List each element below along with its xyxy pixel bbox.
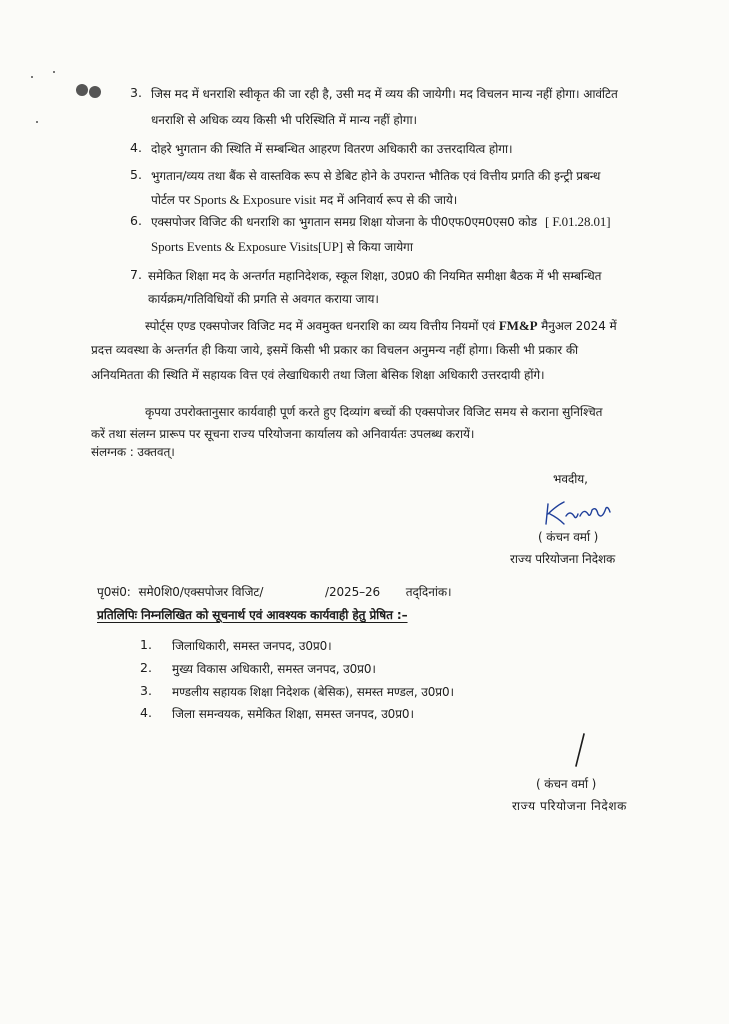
paragraph-line: अनियमितता की स्थिति में सहायक वित्त एवं लेखाधिकारी तथा जिला बेसिक शिक्षा अधिकारी उत्तरदायी होंगे। [91, 368, 545, 382]
copy-list-number: 3. [140, 683, 152, 698]
item-text-line [151, 191, 457, 208]
copy-list-item: मण्डलीय सहायक शिक्षा निदेशक (बेसिक), समस्त मण्डल, उ0प्र0। [172, 685, 454, 699]
item-text-segment: पोर्टल पर [151, 193, 194, 207]
ref-number: समे0शि0/एक्सपोजर विजिट/ [138, 585, 264, 599]
paragraph-line: करें तथा संलग्न प्रारूप पर सूचना राज्य परियोजना कार्यालय को अनिवार्यतः उपलब्ध करायें। [91, 427, 475, 441]
item-text-line [151, 238, 413, 255]
copy-list-item: मुख्य विकास अधिकारी, समस्त जनपद, उ0प्र0। [172, 662, 376, 676]
paragraph-segment: स्पोर्ट्स एण्ड एक्सपोजर विजिट मद में अवमुक्त धनराशि का व्यय वित्तीय नियमों एवं [145, 319, 499, 333]
ref-prefix: पृ0सं0: [97, 585, 131, 599]
ref-date: तद्‌दिनांक। [405, 585, 452, 599]
signatory-designation: राज्य परियोजना निदेशक [512, 799, 627, 813]
scan-speck [36, 121, 38, 123]
item-text-line: भुगतान/व्यय तथा बैंक से वास्तविक रूप से डेबिट होने के उपरान्त भौतिक एवं वित्तीय प्रगति की इन्ट्री प्रबन्ध [151, 169, 601, 183]
copy-list-item: जिलाधिकारी, समस्त जनपद, उ0प्र0। [172, 639, 332, 653]
item-text-latin: Sports Events & Exposure Visits[UP] [151, 239, 343, 254]
item-text-line: समेकित शिक्षा मद के अन्तर्गत महानिदेशक, स्कूल शिक्षा, उ0प्र0 की नियमित समीक्षा बैठक में भी सम्बन्धित [148, 269, 602, 283]
item-number: 7. [130, 267, 142, 282]
closing-salutation: भवदीय, [553, 472, 588, 486]
pfms-code: [ F.01.28.01] [544, 214, 611, 229]
paragraph-latin: FM&P [498, 318, 538, 333]
scan-speck [31, 76, 33, 78]
item-number: 6. [130, 213, 142, 228]
item-text-line: जिस मद में धनराशि स्वीकृत की जा रही है, उसी मद में व्यय की जायेगी। मद विचलन मान्य नहीं होगा। आवंटित [151, 87, 618, 101]
signatory-name: ( कंचन वर्मा ) [538, 530, 599, 544]
scan-speck [53, 71, 55, 73]
signatory-name: ( कंचन वर्मा ) [536, 777, 597, 791]
item-text-segment: मद में अनिवार्य रूप से की जाये। [316, 193, 458, 207]
enclosure-line: संलग्नक : उक्तवत्। [91, 445, 175, 459]
copy-list-number: 1. [140, 637, 152, 652]
item-text-line: कार्यक्रम/गतिविधियों की प्रगति से अवगत कराया जाय। [148, 292, 379, 306]
item-text-segment: से किया जायेगा [342, 240, 413, 254]
item-text-line: दोहरे भुगतान की स्थिति में सम्बन्धित आहरण वितरण अधिकारी का उत्तरदायित्व होगा। [151, 142, 513, 156]
reference-line [97, 583, 451, 600]
copy-list-number: 4. [140, 705, 152, 720]
paragraph-segment: मैनुअल 2024 में [537, 319, 617, 333]
paragraph-line: कृपया उपरोक्तानुसार कार्यवाही पूर्ण करते हुए दिव्यांग बच्चों की एक्सपोजर विजिट समय से कराना सुनिश्चित [145, 405, 603, 419]
signatory-designation: राज्य परियोजना निदेशक [510, 552, 616, 566]
item-text-line [151, 213, 611, 230]
copy-list-item: जिला समन्वयक, समेकित शिक्षा, समस्त जनपद, उ0प्र0। [172, 707, 414, 721]
item-text-segment: एक्सपोजर विजिट की धनराशि का भुगतान समग्र शिक्षा योजना के पी0एफ0एम0एस0 कोड [151, 215, 537, 229]
copy-list-number: 2. [140, 660, 152, 675]
initial-mark [570, 732, 590, 768]
paragraph-line: प्रदत्त व्यवस्था के अन्तर्गत ही किया जाये, इसमें किसी भी प्रकार का विचलन अनुमन्य नहीं होगा। किसी भी प्रकार की [91, 343, 579, 357]
copy-heading: प्रतिलिपिः निम्नलिखित को सूचनार्थ एवं आवश्यक कार्यवाही हेतु प्रेषित :– [97, 608, 408, 622]
item-number: 5. [130, 167, 142, 182]
punch-hole-right [89, 86, 101, 98]
item-number: 3. [130, 85, 142, 100]
paragraph-line [145, 317, 617, 334]
item-number: 4. [130, 140, 142, 155]
ref-year: /2025–26 [325, 585, 381, 599]
handwritten-signature [542, 498, 622, 528]
item-text-line: धनराशि से अधिक व्यय किसी भी परिस्थिति में मान्य नहीं होगा। [151, 113, 417, 127]
punch-hole-left [76, 84, 88, 96]
item-text-latin: Sports & Exposure visit [193, 192, 317, 207]
